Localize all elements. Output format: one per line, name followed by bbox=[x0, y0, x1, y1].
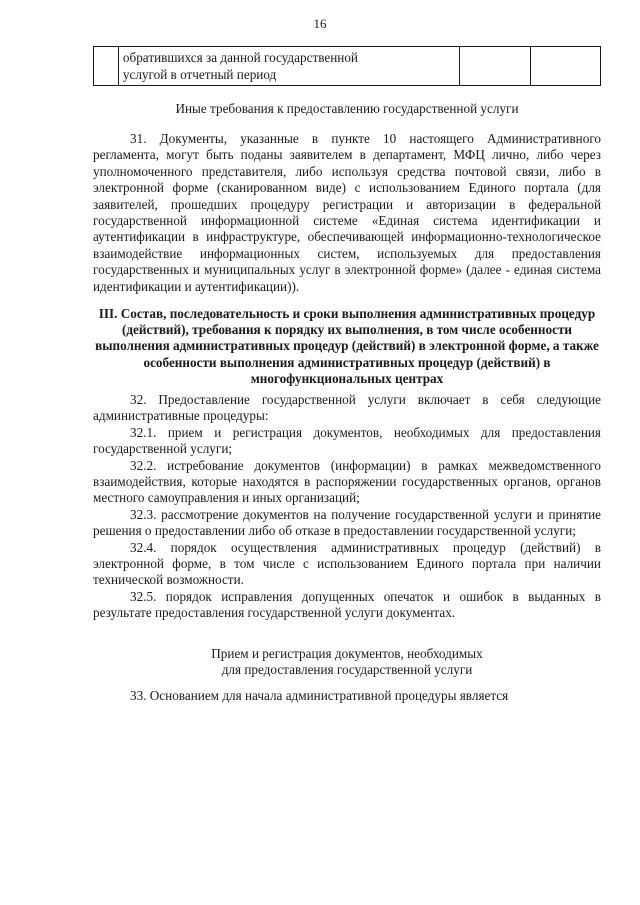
table-row bbox=[94, 47, 601, 86]
paragraph-32-4: 32.4. порядок осуществления административных процедур (действий) в электронной форме, в том числе с использованием Единого портала при наличии технической возможности. bbox=[93, 539, 601, 588]
table-cell-indicator bbox=[118, 47, 459, 86]
section-3-title: III. Состав, последовательность и сроки выполнения административных процедур (действий), требования к порядку их выполнения, в том числе особенности выполнения административных процедур (действий) в электронной форме, а также особенности выполнения административных процедур (действий) в многофункциональных центрах bbox=[95, 306, 599, 386]
indicators-table bbox=[93, 46, 601, 86]
subsection-title-line: Прием и регистрация документов, необходимых bbox=[211, 646, 483, 661]
subsection-title-line: для предоставления государственной услуги bbox=[221, 662, 473, 678]
table-cell-number bbox=[94, 47, 119, 86]
table-cell-line: обратившихся за данной государственной bbox=[122, 50, 358, 65]
page-number: 16 bbox=[313, 16, 327, 31]
paragraph-32-group bbox=[93, 392, 601, 622]
paragraph-33: 33. Основанием для начала административной процедуры является bbox=[130, 688, 509, 703]
paragraph-32-3: 32.3. рассмотрение документов на получение государственной услуги и принятие решения о предоставлении либо об отказе в предоставлении государственной услуги; bbox=[93, 506, 601, 539]
paragraph-31: 31. Документы, указанные в пункте 10 настоящего Административного регламента, могут быть поданы заявителем в департамент, МФЦ лично, либо через уполномоченного представителя, либо используя средства почтовой связи, либо в электронной форме (сканированном виде) с использованием Единого портала (для заявителей, прошедших процедуру регистрации и авторизации в федеральной государственной информационной системе «Единая система идентификации и аутентификации в инфраструктуре, обеспечивающей информационно-технологическое взаимодействие информационных систем, используемых для предоставления государственных и муниципальных услуг в электронной форме» (далее - единая система идентификации и аутентификации)). bbox=[93, 131, 601, 294]
table-cell-value bbox=[530, 47, 600, 86]
paragraph-32-2: 32.2. истребование документов (информации) в рамках межведомственного взаимодействия, которые находятся в распоряжении государственных органов, органов местного самоуправления и иных организаций; bbox=[93, 457, 601, 506]
table-cell-unit bbox=[460, 47, 530, 86]
paragraph-32: 32. Предоставление государственной услуги включает в себя следующие административные процедуры: bbox=[93, 392, 601, 424]
paragraph-32-5: 32.5. порядок исправления допущенных опечаток и ошибок в выданных в результате предоставления государственной услуги документах. bbox=[93, 588, 601, 621]
paragraph-32-1: 32.1. прием и регистрация документов, необходимых для предоставления государственной услуги; bbox=[93, 424, 601, 457]
table-cell-line: услугой в отчетный период bbox=[122, 67, 277, 82]
subsection-title bbox=[93, 646, 601, 679]
section-other-title: Иные требования к предоставлению государственной услуги bbox=[175, 101, 519, 116]
